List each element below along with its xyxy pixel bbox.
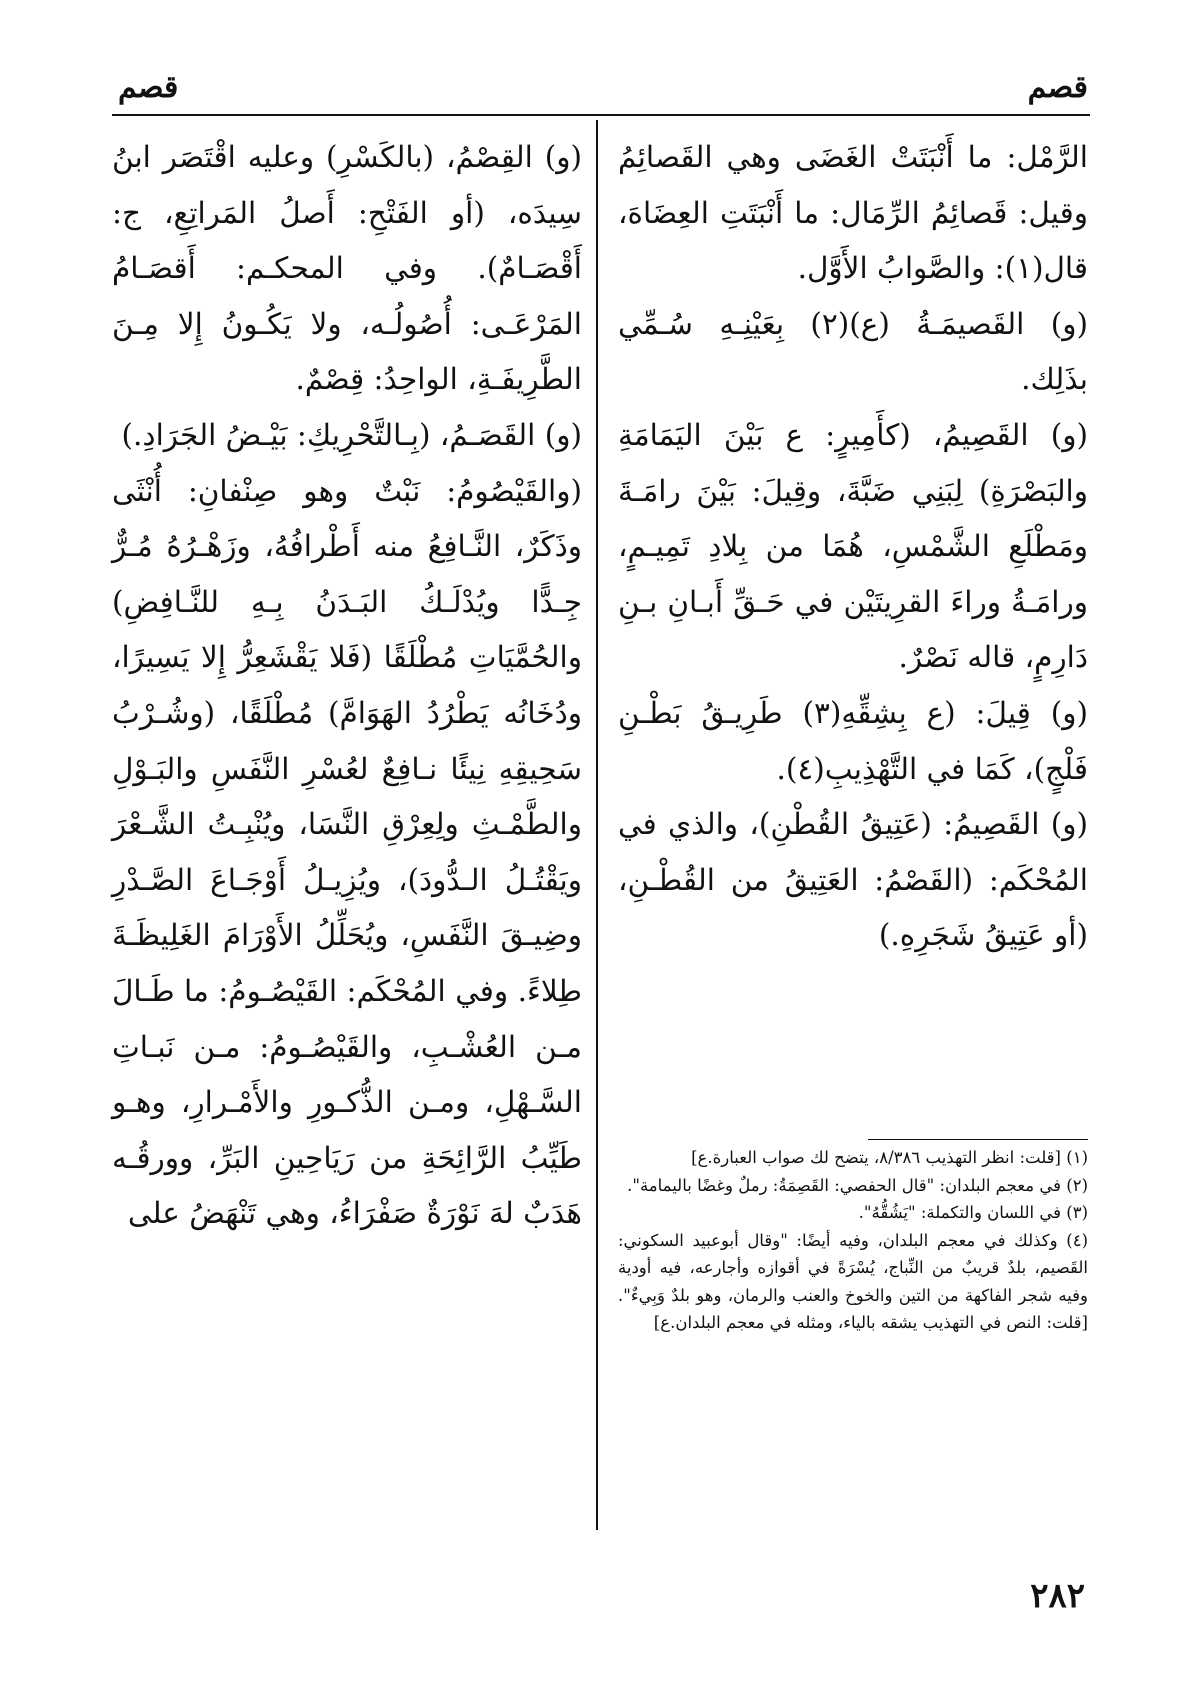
footnotes: [618, 1144, 1088, 1337]
header-rule: [112, 114, 1090, 116]
entry-paragraph: (و) القَصَـمُ، (بِـالتَّحْرِيكِ: بَيْـضُ الجَرَادِ.): [121, 417, 582, 452]
right-column: [618, 130, 1088, 964]
footnote: (٢) في معجم البلدان: "قال الحفصي: القَصِمَةُ: رملٌ وغضًا باليمامة".: [627, 1175, 1088, 1195]
running-header-right: قصم: [1027, 70, 1088, 105]
page-number: ٢٨٢: [1030, 1576, 1085, 1616]
footnote: (٤) وكذلك في معجم البلدان، وفيه أيضًا: "وقال أبوعبيد السكوني: القَصيم، بلدٌ قريبٌ من النِّباج، يُسْرَةً في أقوازه وأجارعه، فيه أودية وفيه شجر الفاكهة من التين والخوخ والعنب والرمان، وهو بلدٌ وَبِيءٌ". [قلت: النص في التهذيب يشقه بالياء، ومثله في معجم البلدان.ع]: [618, 1230, 1088, 1332]
entry-paragraph: (و) القَصِيمُ، (كأَمِيرٍ: ع بَيْنَ اليَمَامَةِ والبَصْرَةِ) لِبَنِي ضَبَّةَ، وقِيلَ: بَيْنَ رامَـةَ ومَطْلَعِ الشَّمْسِ، هُمَا من بِلادِ تَمِيـمٍ، ورامَـةُ وراءَ القرِيتَيْن في حَـقِّ أَبـانِ بـنِ دَارِمٍ، قاله نَصْرٌ.: [618, 417, 1088, 675]
footnote: (٣) في اللسان والتكملة: "يَشُقُّهُ".: [858, 1203, 1088, 1222]
left-column: [112, 130, 582, 1242]
running-header-left: قصم: [118, 70, 179, 105]
entry-paragraph: (و) قِيلَ: (ع بِشِقِّهِ(٣) طَرِيـقُ بَطْـنِ فَلْجٍ)، كَمَا في التَّهْذِيبِ(٤).: [618, 695, 1088, 786]
footnote: (١) [قلت: انظر التهذيب ٨/٣٨٦، يتضح لك صواب العبارة.ع]: [691, 1148, 1088, 1167]
entry-paragraph: (و) القَصيمَـةُ (ع)(٢) بِعَيْنِـهِ سُـمِّي بذَلِك.: [618, 306, 1088, 397]
entry-paragraph: (والقَيْصُومُ: نَبْتٌ وهو صِنْفانِ: أُنْثَى وذَكَرٌ، النَّـافِعُ منه أَطْرافُهُ، وزَهْـرُهُ مُـرٌّ جِـدًّا ويُدْلَـكُ البَـدَنُ بِـهِ للنَّـافِضِ) والحُمَّيَاتِ مُطْلَقًا (فَلا يَقْشَعِرُّ إِلا يَسِيرًا، ودُخَانُه يَطْرُدُ الهَوَامَّ) مُطْلَقًا، (وشُـرْبُ سَحِيقِهِ نِيئًا نـافِعٌ لعُسْرِ النَّفَسِ والبَـوْلِ والطَّمْـثِ ولِعِرْقِ النَّسَا، ويُنْبِـتُ الشَّـعْرَ ويَقْتُـلُ الـدُّودَ)، ويُزِيـلُ أَوْجَـاعَ الصَّـدْرِ وضِيـقَ النَّفَسِ، ويُحَلِّلُ الأَوْرَامَ الغَلِيظَـةَ طِلاءً. وفي المُحْكَم: القَيْصُـومُ: ما طَـالَ مـن العُشْـبِ، والقَيْصُـومُ: مـن نَبـاتِ السَّـهْلِ، ومـن الذُّكـورِ والأَمْـرارِ، وهـو طَيِّبُ الرَّائِحَةِ من رَيَاحِينِ البَرِّ، وورقُـه هَدَبٌ لهَ نَوْرَةٌ صَفْرَاءُ، وهي تَنْهَضُ على: [112, 473, 582, 1231]
entry-paragraph: (و) القِصْمُ، (بالكَسْرِ) وعليه اقْتَصَر ابنُ سِيدَه، (أو الفَتْحِ: أَصلُ المَراتِعِ، ج: أَقْصَـامٌ). وفي المحكـم: أَقصَـامُ المَرْعَـى: أُصُولُـه، ولا يَكُـونُ إِلا مِـنَ الطَّرِيفَـةِ، الواحِدُ: قِصْمٌ.: [112, 140, 582, 397]
entry-paragraph: الرَّمْل: ما أَنْبَتَتْ الغَضَى وهي القَصائِمُ وقيل: قَصائِمُ الرِّمَال: ما أَنْبَتَتِ العِضَاهَ، قال(١): والصَّوابُ الأَوَّل.: [618, 140, 1088, 286]
column-divider: [596, 120, 598, 1530]
footnote-rule: [868, 1139, 1088, 1140]
entry-paragraph: (و) القَصِيمُ: (عَتِيقُ القُطْنِ)، والذي في المُحْكَم: (القَصْمُ: العَتِيقُ من القُطْـنِ، (أو عَتِيقُ شَجَرِهِ.): [618, 807, 1088, 953]
